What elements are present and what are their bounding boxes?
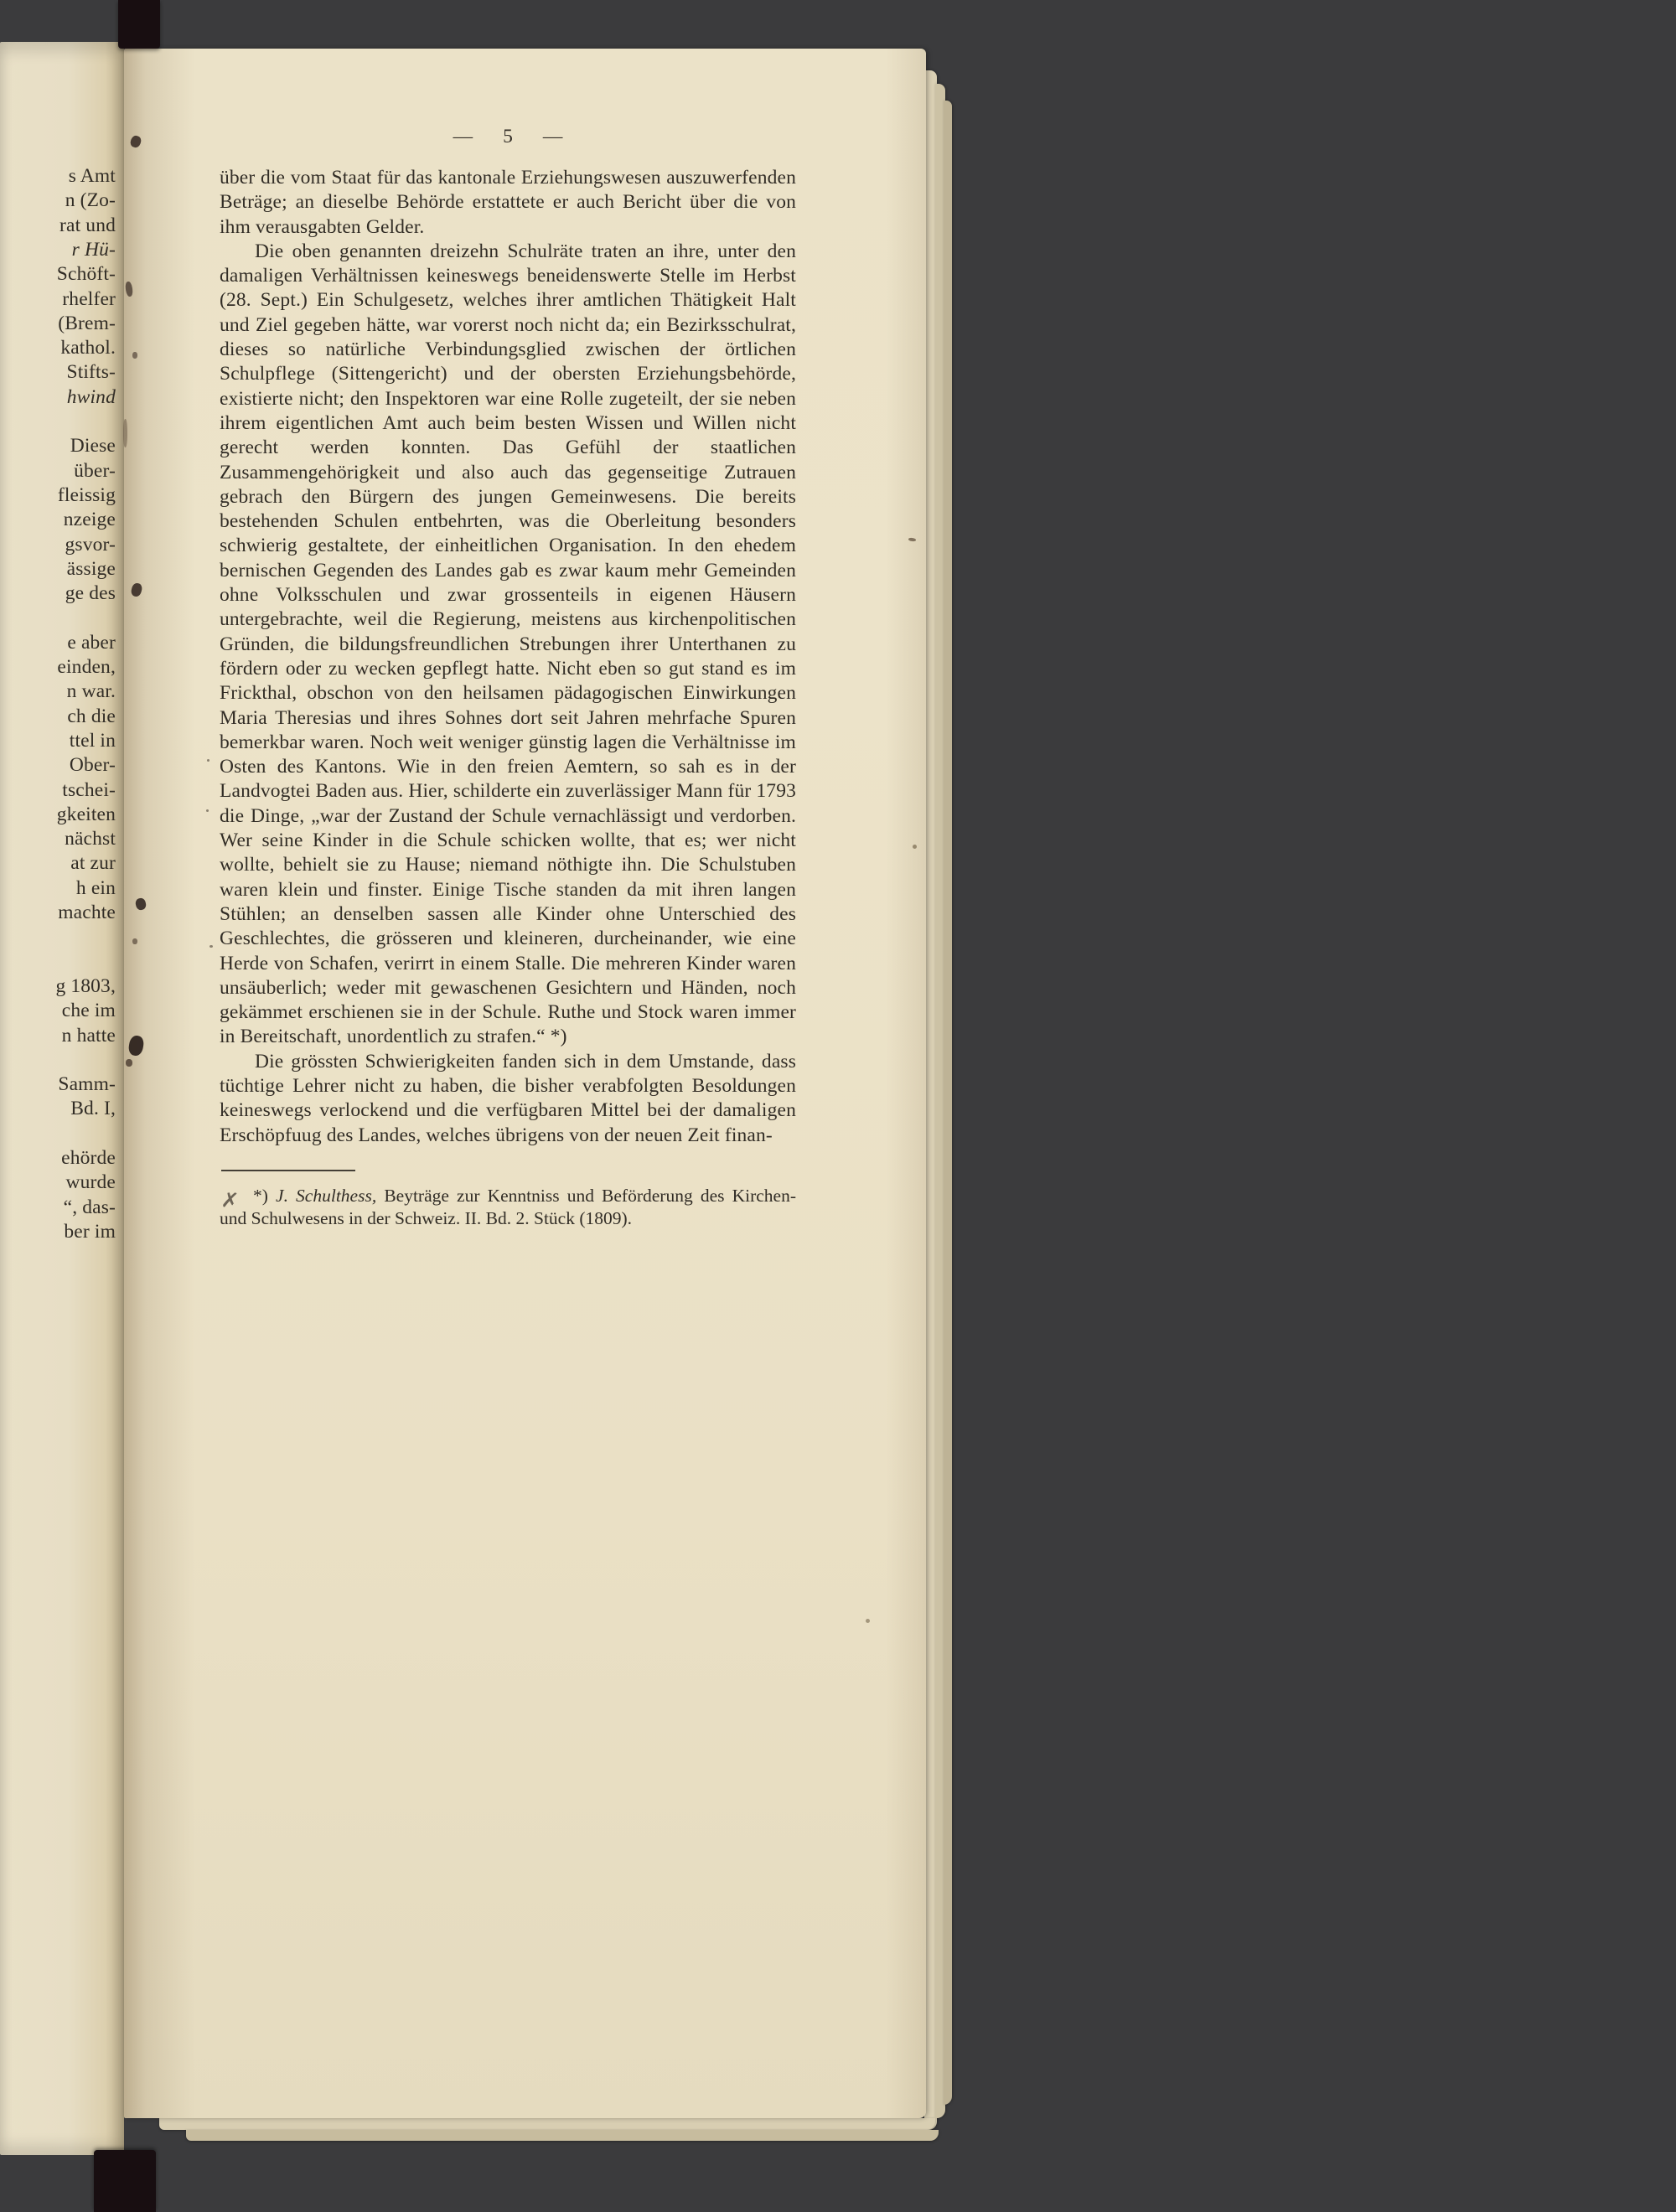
left-page-text-fragment: s Amt: [68, 165, 116, 187]
paragraph: Die grössten Schwierigkeiten fanden sich in dem Umstande, dass tüchtige Lehrer nicht zu haben, die bisher verabfolgten Besoldungen keineswegs verlockend und die verfügbaren Mittel bei der damaligen Erschöpfuug des Landes, welches übrigens von der neuen Zeit finan-: [220, 1050, 796, 1146]
page-stack-edge: [159, 2118, 935, 2130]
left-page-text-fragment: ge des: [65, 582, 116, 605]
left-page-text-fragment: nächst: [65, 828, 116, 850]
left-page-text-fragment: rat und: [59, 214, 116, 236]
left-page-text-fragment: h ein: [75, 876, 116, 899]
binding-tape-top: [118, 0, 160, 49]
page-number-value: 5: [503, 126, 513, 147]
page-number-dash-left: —: [453, 126, 473, 147]
page-number-dash-right: —: [542, 126, 563, 147]
left-page-text-fragment: n hatte: [61, 1024, 116, 1047]
stitch-mark: [126, 1059, 132, 1067]
left-page-text-fragment: einden,: [57, 656, 116, 678]
left-page-text-fragment: che im: [61, 1000, 116, 1022]
left-page-text-fragment: ch die: [67, 705, 116, 727]
left-page-text-fragment: ässige: [66, 557, 116, 580]
footnote: [220, 1185, 796, 1230]
paragraph: über die vom Staat für das kantonale Erziehungswesen auszuwerfenden Beträge; an dieselbe Behörde erstattete er auch Bericht über die von ihm verausgabten Gelder.: [220, 167, 796, 238]
paragraph: Die oben genannten dreizehn Schulräte traten an ihre, unter den damaligen Verhältnissen keineswegs beneidenswerte Stelle im Herbst (28. Sept.) Ein Schulgesetz, welches ihrer amtlichen Thätigkeit Halt und Ziel gegeben hätte, war vorerst noch nicht da; ein Bezirksschulrat, dieses so natürliche Verbindungsglied zwischen der örtlichen Schulpflege (Sittengericht) und der obersten Erziehungsbehörde, existierte nicht; den Inspektoren war eine Rolle zugeteilt, der sie neben ihrem eigentlichen Amt auch beim besten Wissen und Willen nicht gerecht werden konnten. Das Gefühl der staatlichen Zusammengehörigkeit und also auch das gegenseitige Zutrauen gebrach den Bürgern des jungen Gemeinwesens. Die bereits bestehenden Schulen entbehrten, was die Oberleitung besonders schwierig gestaltete, der einheitlichen Organisation. In den ehedem bernischen Gegenden des Landes gab es zwar kaum mehr Gemeinden ohne Volksschulen und zwar grossenteils in eigenen Häusern untergebrachte, weil die Regierung, meistens aus kirchenpolitischen Gründen, die bildungsfreundlichen Strebungen ihrer Unterthanen zu fördern oder zu wecken gepflegt hatte. Nicht eben so gut stand es im Frickthal, obschon von den heilsamen pädagogischen Einwirkungen Maria Theresias und ihres Sohnes dort seit Jahren mehrfache Spuren bemerkbar waren. Noch weit weniger günstig lagen die Verhältnisse im Osten des Kantons. Wie in den freien Aemtern, so sah es in der Landvogtei Baden aus. Hier, schilderte ein zuverlässiger Mann für 1793 die Dinge, „war der Zustand der Schule vernachlässigt und verdorben. Wer seine Kinder in die Schule schicken wollte, that es; wer nicht wollte, behielt sie zu Hause; niemand nöthigte ihn. Die Schulstuben waren klein und finster. Einige Tische standen da mit ihren langen Stühlen; an denselben sassen alle Kinder ohne Unterschied des Geschlechtes, die grösseren und kleineren, durcheinander, wie eine Herde von Schafen, verirrt in einem Stalle. Die mehreren Kinder waren unsäuberlich; weder mit gewaschenen Gesichtern und Händen, noch gekämmet erschienen sie in der Schule. Ruthe und Stock waren immer in Bereitschaft, unordentlich zu strafen.“ *): [220, 240, 796, 1048]
left-page-text-fragment: at zur: [70, 852, 116, 875]
left-page-text-fragment: Ober-: [69, 754, 116, 777]
left-page-text-fragment: gsvor-: [65, 533, 116, 556]
stitch-mark: [132, 938, 137, 944]
ink-dot: [206, 809, 209, 812]
footnote-separator-rule: [221, 1170, 355, 1171]
left-page-text-fragment: r Hü-: [71, 238, 116, 261]
left-page-text-fragment: gkeiten: [56, 803, 116, 825]
page-stack-edge: [186, 2130, 939, 2141]
left-page-text-fragment: n war.: [66, 680, 116, 703]
footnote-marker: *): [253, 1185, 268, 1206]
left-page-text-fragment: ttel in: [69, 729, 116, 752]
pencil-mark-icon: ✗: [220, 1186, 241, 1213]
page-stack-edge: [944, 101, 952, 2105]
binding-tape-bottom: [94, 2150, 156, 2212]
left-page-text-fragment: wurde: [65, 1171, 116, 1194]
stitch-mark: [123, 419, 127, 447]
left-page-text-fragment: nzeige: [63, 509, 116, 531]
left-page-text-fragment: tschei-: [62, 778, 116, 801]
left-page-edge: [0, 42, 124, 2155]
left-page-text-fragment: g 1803,: [55, 974, 116, 997]
ink-dot: [207, 759, 210, 762]
dust-speck: [913, 845, 917, 849]
book-page: [124, 49, 926, 2118]
left-page-text-fragment: kathol.: [60, 337, 116, 359]
left-page-text-fragment: rhelfer: [62, 287, 116, 310]
left-page-text-fragment: Diese: [70, 435, 116, 457]
body-text: [220, 166, 796, 1148]
left-page-text-fragment: “, das-: [63, 1196, 116, 1218]
footnote-text: Beyträge zur Kenntniss und Beförderung des Kirchen- und Schulwesens in der Schweiz. II. Bd. 2. Stück (1809).: [220, 1185, 796, 1228]
left-page-text-fragment: hwind: [66, 385, 116, 408]
stitch-mark: [132, 352, 137, 359]
left-page-text-fragment: Schöft-: [56, 263, 116, 286]
left-page-text-fragment: Samm-: [58, 1073, 116, 1096]
ink-dot: [210, 945, 213, 948]
left-page-text-fragment: ehörde: [61, 1147, 116, 1169]
left-page-text-fragment: ber im: [64, 1220, 116, 1243]
left-page-text-column: [0, 42, 124, 2155]
left-page-text-fragment: (Brem-: [58, 312, 116, 334]
left-page-text-fragment: über-: [74, 459, 116, 482]
left-page-text-fragment: Bd. I,: [70, 1098, 116, 1120]
left-page-text-fragment: n (Zo-: [65, 189, 116, 212]
left-page-text-fragment: machte: [58, 902, 116, 923]
footnote-author: J. Schulthess,: [276, 1185, 377, 1206]
dust-speck: [866, 1619, 870, 1623]
text-column: [220, 166, 796, 1230]
left-page-text-fragment: e aber: [67, 631, 116, 654]
page-number: [220, 126, 796, 148]
footnote-block: [220, 1170, 796, 1230]
left-page-text-fragment: fleissig: [57, 483, 116, 506]
left-page-text-fragment: Stifts-: [66, 361, 116, 384]
